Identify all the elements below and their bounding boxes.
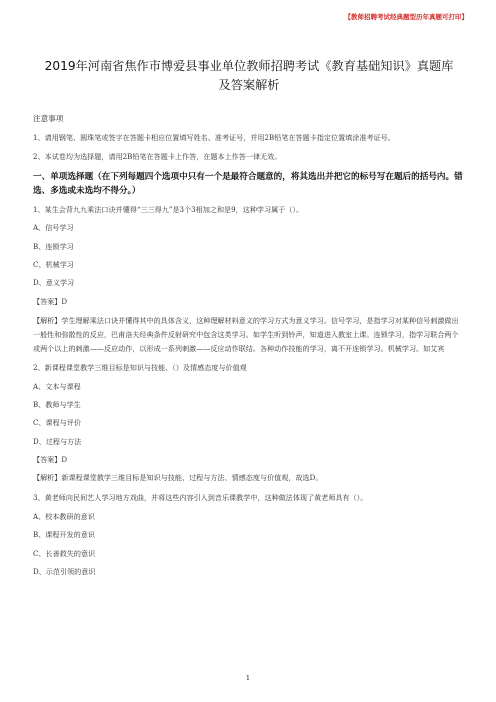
question-stem: 1、某生会背九九乘法口诀并懂得“三三得九”是3个3相加之和是9，这种学习属于（）。 <box>33 204 304 214</box>
header-banner: 【教师招聘考试经典题型历年真题可打印】 <box>344 13 468 21</box>
option-c: C、长善救失的意识 <box>33 548 96 558</box>
answer-line: 【答案】D <box>33 296 68 306</box>
option-d: D、示范引领的意识 <box>33 567 96 577</box>
question-stem: 3、黄老师向民间艺人学习地方戏曲，并将这些内容引入到音乐课教学中，这种做法体现了黄老师具有（）。 <box>33 492 368 502</box>
option-a: A、信号学习 <box>33 223 74 233</box>
option-d: D、过程与方法 <box>33 436 82 446</box>
note-item: 2、本试卷均为选择题，请用2B铅笔在答题卡上作答，在题本上作答一律无效。 <box>33 152 282 162</box>
analysis-paragraph: 【解析】新课程课堂教学三维目标是知识与技能、过程与方法、情感态度与价值观，故选D。 <box>33 473 323 483</box>
option-c: C、课程与评价 <box>33 418 81 428</box>
question-stem: 2、新课程课堂教学三维目标是知识与技能、（）及情感态度与价值观 <box>33 363 247 373</box>
section-heading: 一、单项选择题（在下列每题四个选项中只有一个是最符合题意的，将其选出并把它的标号写在题后的括号内。错选、多选或未选均不得分。） <box>33 171 463 197</box>
option-d: D、意义学习 <box>33 278 75 288</box>
answer-line: 【答案】D <box>33 455 68 465</box>
option-b: B、连锁学习 <box>33 241 74 251</box>
option-a: A、校本教研的意识 <box>33 511 95 521</box>
analysis-paragraph: 【解析】学生理解乘法口诀并懂得其中的具体含义，这种理解材料意义的学习方式为意义学习。信号学习，是指学习对某种信号刺激做出一般性和弥散性的反应，巴甫洛夫经典条件反射研究中包含这类学习。如学生听到铃声，知道进入教室上课。连锁学习，指学习联合两个或两个以上的刺激——反应动作，以形成一系列刺激——反应动作联结。各种动作技能的学习，离不开连锁学习。机械学习。如艾宾 <box>33 316 459 354</box>
document-title: 2019年河南省焦作市博爱县事业单位教师招聘考试《教育基础知识》真题库及答案解析 <box>44 59 454 92</box>
page-number: 1 <box>245 674 251 682</box>
option-b: B、课程开发的意识 <box>33 530 95 540</box>
option-b: B、教师与学生 <box>33 399 81 409</box>
option-c: C、机械学习 <box>33 259 74 269</box>
document-body <box>33 113 465 584</box>
notes-heading: 注意事项 <box>33 114 64 123</box>
note-item: 1、请用钢笔、圆珠笔或签字在答题卡相应位置填写姓名、准考证号，并用2B铅笔在答题卡指定位置填涂准考证号。 <box>33 133 395 143</box>
option-a: A、文本与课程 <box>33 381 81 391</box>
